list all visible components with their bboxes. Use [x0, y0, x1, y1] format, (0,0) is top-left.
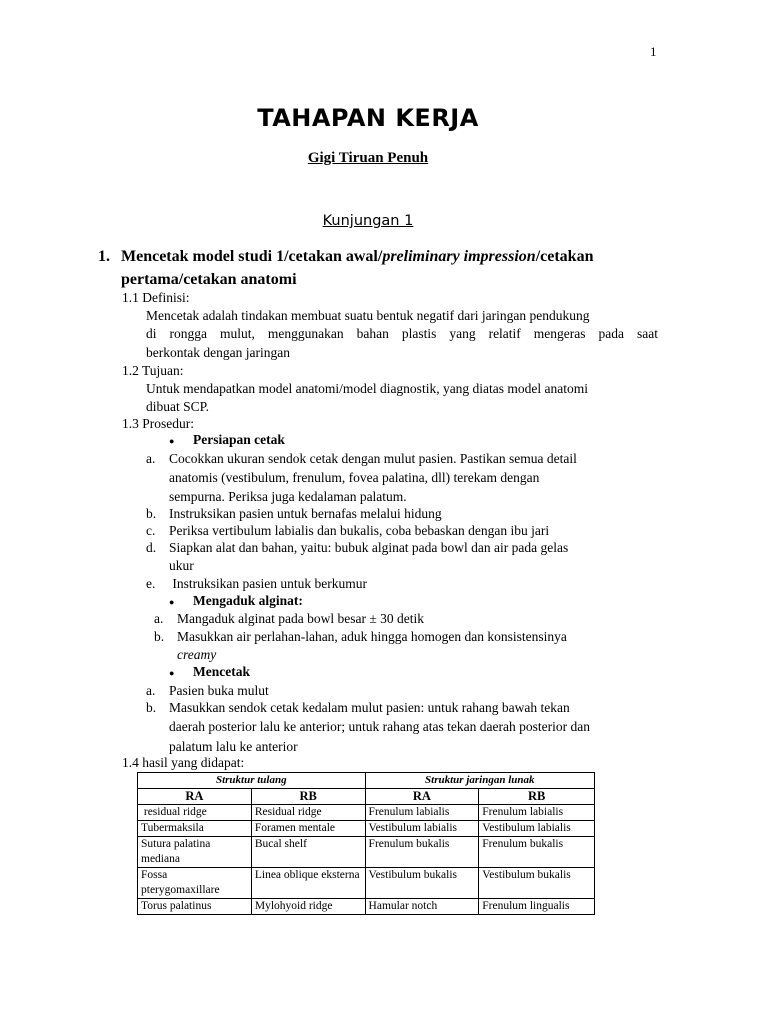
table-sub-header: RB — [251, 789, 365, 805]
procedure-label: 1.3 Prosedur: — [122, 416, 194, 431]
table-row — [138, 868, 595, 899]
list-marker: b. — [146, 506, 157, 521]
table-sub-header: RA — [138, 789, 252, 805]
table-cell: Frenulum bukalis — [479, 837, 595, 868]
page-title: TAHAPAN KERJA — [257, 104, 479, 132]
list-item: daerah posterior lalu ke anterior; untuk rahang atas tekan daerah posterior dan — [169, 719, 590, 734]
table-cell: Frenulum lingualis — [479, 899, 595, 915]
list-item: Pasien buka mulut — [169, 683, 269, 698]
table-cell: Linea oblique eksterna — [251, 868, 365, 899]
table-cell: Vestibulum bukalis — [479, 868, 595, 899]
purpose-line: Untuk mendapatkan model anatomi/model diagnostik, yang diatas model anatomi — [146, 381, 589, 396]
table-cell: Mylohyoid ridge — [251, 899, 365, 915]
list-marker: a. — [146, 683, 156, 698]
table-cell: Hamular notch — [365, 899, 479, 915]
list-item: Masukkan air perlahan-lahan, aduk hingga homogen dan konsistensinya — [177, 629, 567, 644]
table-sub-header: RB — [479, 789, 595, 805]
section-heading-line1: Mencetak model studi 1/cetakan awal/preliminary impression/cetakan — [121, 248, 594, 265]
anatomy-table — [137, 772, 595, 915]
table-cell: Frenulum labialis — [479, 805, 595, 821]
list-item: Cocokkan ukuran sendok cetak dengan mulut pasien. Pastikan semua detail — [169, 451, 577, 466]
print-title: Mencetak — [193, 664, 250, 679]
list-marker: c. — [146, 523, 156, 538]
definition-line: Mencetak adalah tindakan membuat suatu bentuk negatif dari jaringan pendukung — [146, 308, 590, 323]
table-sub-header: RA — [365, 789, 479, 805]
table-cell: Tubermaksila — [138, 821, 252, 837]
list-item: Instruksikan pasien untuk berkumur — [169, 576, 367, 591]
list-marker: a. — [154, 611, 164, 626]
list-item: Mangaduk alginat pada bowl besar ± 30 detik — [177, 611, 424, 626]
table-group-header: Struktur tulang — [138, 773, 366, 789]
list-item: Periksa vertibulum labialis dan bukalis, coba bebaskan dengan ibu jari — [169, 523, 550, 538]
list-item-italic: creamy — [177, 647, 217, 662]
table-cell: Frenulum bukalis — [365, 837, 479, 868]
list-item: anatomis (vestibulum, frenulum, fovea palatina, dll) terekam dengan — [169, 470, 540, 485]
section-heading-line2: pertama/cetakan anatomi — [121, 271, 297, 288]
table-cell: Fossa pterygomaxillare — [138, 868, 252, 899]
table-cell: Torus palatinus — [138, 899, 252, 915]
table-cell: residual ridge — [138, 805, 252, 821]
table-row — [138, 837, 595, 868]
table-row — [138, 899, 595, 915]
table-cell: Foramen mentale — [251, 821, 365, 837]
definition-line: berkontak dengan jaringan — [146, 345, 290, 360]
list-marker: b. — [146, 700, 157, 715]
list-item: sempurna. Periksa juga kedalaman palatum. — [169, 489, 407, 504]
table-cell: Bucal shelf — [251, 837, 365, 868]
table-cell: Vestibulum labialis — [365, 821, 479, 837]
bullet-icon: ● — [169, 436, 175, 446]
page-number: 1 — [650, 44, 657, 59]
table-cell: Sutura palatina mediana — [138, 837, 252, 868]
bullet-icon: ● — [169, 597, 175, 607]
purpose-label: 1.2 Tujuan: — [122, 363, 184, 378]
list-item: Instruksikan pasien untuk bernafas melalui hidung — [169, 506, 442, 521]
list-item: palatum lalu ke anterior — [169, 739, 298, 754]
mix-title: Mengaduk alginat: — [193, 593, 303, 608]
visit-heading: Kunjungan 1 — [322, 213, 414, 229]
bullet-icon: ● — [169, 668, 175, 678]
list-marker: d. — [146, 540, 157, 555]
table-cell: Residual ridge — [251, 805, 365, 821]
table-group-header: Struktur jaringan lunak — [365, 773, 594, 789]
definition-line: di rongga mulut, menggunakan bahan plastis yang relatif mengeras pada saat — [146, 326, 658, 341]
table-cell: Vestibulum labialis — [479, 821, 595, 837]
table-row — [138, 821, 595, 837]
list-item: Siapkan alat dan bahan, yaitu: bubuk alginat pada bowl dan air pada gelas — [169, 540, 569, 555]
list-item: ukur — [169, 558, 194, 573]
purpose-line: dibuat SCP. — [146, 399, 210, 414]
list-marker: b. — [154, 629, 165, 644]
table-sub-header-row — [138, 789, 595, 805]
list-marker: a. — [146, 451, 156, 466]
list-marker: e. — [146, 576, 156, 591]
definition-label: 1.1 Definisi: — [122, 290, 190, 305]
prep-title: Persiapan cetak — [193, 432, 285, 447]
table-cell: Vestibulum bukalis — [365, 868, 479, 899]
section-number: 1. — [98, 248, 110, 265]
list-item: Masukkan sendok cetak kedalam mulut pasien: untuk rahang bawah tekan — [169, 700, 570, 715]
page-subtitle: Gigi Tiruan Penuh — [307, 150, 429, 166]
table-cell: Frenulum labialis — [365, 805, 479, 821]
result-label: 1.4 hasil yang didapat: — [122, 755, 245, 770]
table-group-header-row — [138, 773, 595, 789]
table-row — [138, 805, 595, 821]
